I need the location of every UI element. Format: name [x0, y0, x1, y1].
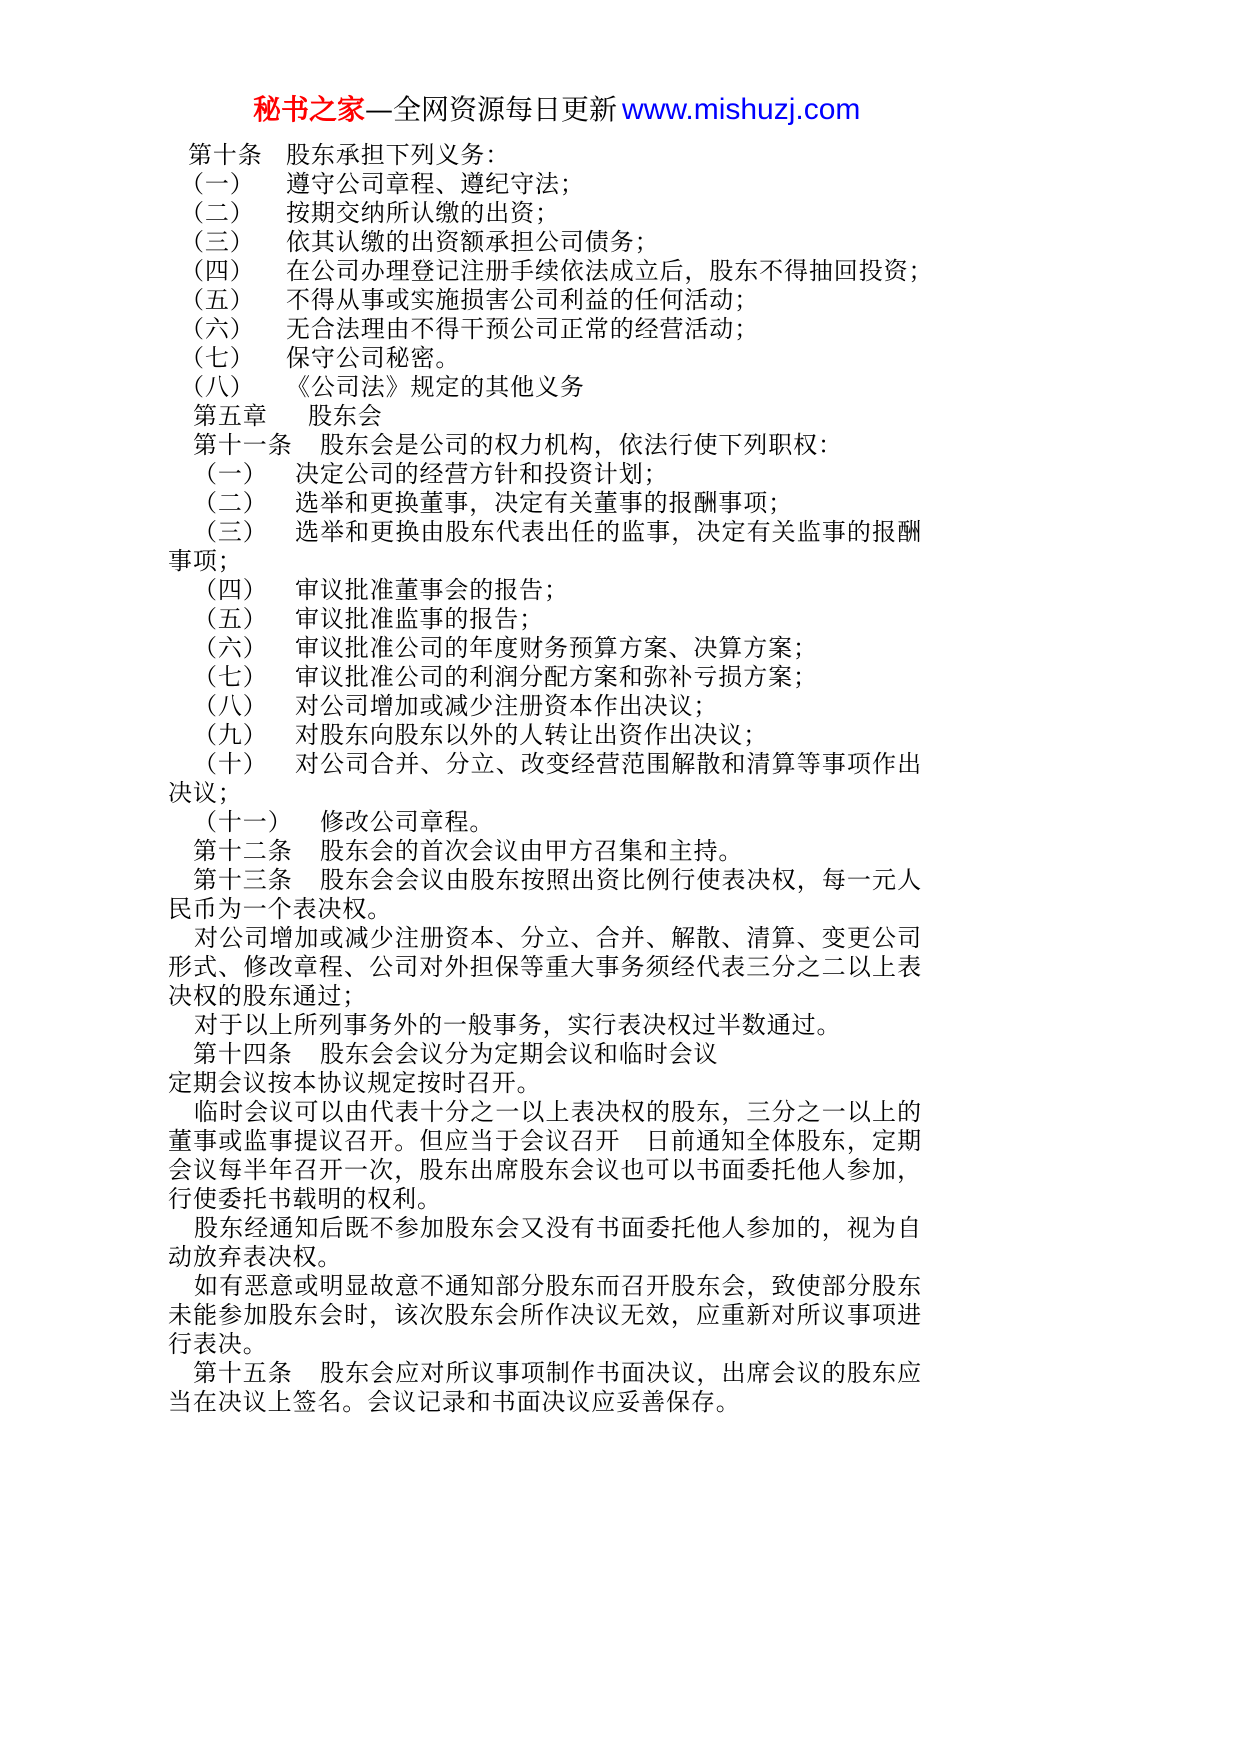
list-item: [168, 489, 922, 518]
chapter-5: [168, 402, 922, 431]
article-heading-line: [168, 866, 922, 895]
article-heading-line: [168, 837, 922, 866]
item-text: 保守公司秘密。: [286, 344, 461, 372]
paragraph-text: 定期会议按本协议规定按时召开。: [168, 1069, 542, 1097]
article-heading-line: [168, 141, 922, 170]
article-heading-line: [168, 431, 922, 460]
article-heading-line: [168, 1040, 922, 1069]
item-number: （八）: [180, 373, 255, 401]
paragraph-line: [168, 1388, 922, 1417]
article-15: [168, 1359, 922, 1417]
item-text: 在公司办理登记注册手续依法成立后，股东不得抽回投资；: [286, 257, 934, 285]
article-text: 股东会的首次会议由甲方召集和主持。: [320, 837, 744, 865]
item-text: 修改公司章程。: [320, 808, 495, 836]
chapter-title: 股东会: [308, 402, 383, 430]
item-text: 决定公司的经营方针和投资计划；: [295, 460, 669, 488]
item-continuation-line: [168, 547, 922, 576]
list-item: [168, 750, 922, 779]
article-label: 第十五条: [193, 1359, 293, 1387]
paragraph-line: [168, 1330, 922, 1359]
paragraph-text: 如有恶意或明显故意不通知部分股东而召开股东会，致使部分股东: [194, 1272, 922, 1300]
list-item: [168, 199, 922, 228]
list-item: [168, 460, 922, 489]
paragraph-line: [168, 924, 922, 953]
paragraph-text: 对于以上所列事务外的一般事务，实行表决权过半数通过。: [194, 1011, 842, 1039]
article-label: 第十四条: [193, 1040, 293, 1068]
paragraph-line: [168, 953, 922, 982]
paragraph-line: [168, 1069, 922, 1098]
item-text: 审议批准监事的报告；: [295, 605, 544, 633]
paragraph-line: [168, 1011, 922, 1040]
paragraph-line: [168, 982, 922, 1011]
item-number: （三）: [180, 228, 255, 256]
list-item: [168, 170, 922, 199]
paragraph-text: 动放弃表决权。: [168, 1243, 343, 1271]
item-number: （一）: [193, 460, 268, 488]
list-item: [168, 344, 922, 373]
item-number: （四）: [193, 576, 268, 604]
article-11: [168, 431, 922, 837]
paragraph-text: 行表决。: [168, 1330, 268, 1358]
list-item: [168, 373, 922, 402]
item-text: 审议批准董事会的报告；: [295, 576, 569, 604]
paragraph-line: [168, 1156, 922, 1185]
paragraph-text: 会议每半年召开一次，股东出席股东会议也可以书面委托他人参加，: [168, 1156, 922, 1184]
article-text: 股东会会议分为定期会议和临时会议: [320, 1040, 719, 1068]
list-item: [168, 605, 922, 634]
item-text: 选举和更换董事，决定有关董事的报酬事项；: [295, 489, 793, 517]
item-text: 遵守公司章程、遵纪守法；: [286, 170, 585, 198]
list-item: [168, 663, 922, 692]
paragraph-text: 未能参加股东会时，该次股东会所作决议无效，应重新对所议事项进: [168, 1301, 922, 1329]
paragraph-line: [168, 1185, 922, 1214]
item-text: 《公司法》规定的其他义务: [286, 373, 585, 401]
paragraph-line: [168, 1243, 922, 1272]
item-number: （二）: [180, 199, 255, 227]
document-body: [168, 141, 934, 1417]
item-number: （七）: [193, 663, 268, 691]
paragraph-line: [168, 1098, 922, 1127]
chapter-heading: [168, 402, 922, 431]
item-text: 按期交纳所认缴的出资；: [286, 199, 560, 227]
chapter-label: 第五章: [193, 402, 268, 430]
item-text: 事项；: [168, 547, 243, 575]
list-item: [168, 518, 922, 547]
article-13: [168, 866, 922, 1040]
item-number: （五）: [193, 605, 268, 633]
article-label: 第十三条: [193, 866, 293, 894]
item-text: 不得从事或实施损害公司利益的任何活动；: [286, 286, 760, 314]
item-text: 审议批准公司的年度财务预算方案、决算方案；: [295, 634, 818, 662]
list-item: [168, 228, 922, 257]
item-text: 对公司增加或减少注册资本作出决议；: [295, 692, 719, 720]
article-12: [168, 837, 922, 866]
article-14: [168, 1040, 922, 1359]
paragraph-line: [168, 1272, 922, 1301]
item-number: （六）: [193, 634, 268, 662]
site-url-link[interactable]: www.mishuzj.com: [622, 93, 861, 126]
paragraph-text: 形式、修改章程、公司对外担保等重大事务须经代表三分之二以上表: [168, 953, 922, 981]
paragraph-text: 董事或监事提议召开。但应当于会议召开 日前通知全体股东，定期: [168, 1127, 922, 1155]
item-text: 决议；: [168, 779, 243, 807]
site-header: [253, 92, 860, 128]
item-number: （九）: [193, 721, 268, 749]
header-tagline: —全网资源每日更新: [365, 93, 618, 126]
article-text: 当在决议上签名。会议记录和书面决议应妥善保存。: [168, 1388, 741, 1416]
article-text: 股东会应对所议事项制作书面决议，出席会议的股东应: [320, 1359, 922, 1387]
item-number: （十一）: [193, 808, 293, 836]
list-item: [168, 692, 922, 721]
item-text: 选举和更换由股东代表出任的监事，决定有关监事的报酬: [295, 518, 922, 546]
paragraph-text: 行使委托书载明的权利。: [168, 1185, 442, 1213]
article-heading-line: [168, 1359, 922, 1388]
article-text: 股东会会议由股东按照出资比例行使表决权，每一元人: [320, 866, 922, 894]
item-number: （二）: [193, 489, 268, 517]
item-text: 无合法理由不得干预公司正常的经营活动；: [286, 315, 760, 343]
list-item: [168, 576, 922, 605]
article-text: 民币为一个表决权。: [168, 895, 393, 923]
list-item: [168, 257, 934, 286]
list-item: [168, 286, 922, 315]
paragraph-line: [168, 1301, 922, 1330]
list-item: [168, 721, 922, 750]
paragraph-text: 决权的股东通过；: [168, 982, 368, 1010]
paragraph-text: 临时会议可以由代表十分之一以上表决权的股东，三分之一以上的: [194, 1098, 922, 1126]
item-number: （六）: [180, 315, 255, 343]
article-label: 第十一条: [193, 431, 293, 459]
paragraph-line: [168, 1127, 922, 1156]
list-item: [168, 634, 922, 663]
article-10: [168, 141, 934, 402]
item-continuation-line: [168, 779, 922, 808]
item-text: 依其认缴的出资额承担公司债务；: [286, 228, 660, 256]
article-heading-text: 股东承担下列义务：: [286, 141, 511, 169]
item-text: 审议批准公司的利润分配方案和弥补亏损方案；: [295, 663, 818, 691]
item-number: （十）: [193, 750, 268, 778]
item-number: （一）: [180, 170, 255, 198]
paragraph-text: 股东经通知后既不参加股东会又没有书面委托他人参加的，视为自: [194, 1214, 922, 1242]
article-heading-text: 股东会是公司的权力机构，依法行使下列职权：: [320, 431, 843, 459]
item-text: 对公司合并、分立、改变经营范围解散和清算等事项作出: [295, 750, 922, 778]
paragraph-line: [168, 895, 922, 924]
paragraph-text: 对公司增加或减少注册资本、分立、合并、解散、清算、变更公司: [194, 924, 922, 952]
item-number: （八）: [193, 692, 268, 720]
item-text: 对股东向股东以外的人转让出资作出决议；: [295, 721, 769, 749]
paragraph-line: [168, 1214, 922, 1243]
list-item: [168, 315, 922, 344]
list-item: [168, 808, 922, 837]
article-label: 第十二条: [193, 837, 293, 865]
item-number: （五）: [180, 286, 255, 314]
item-number: （三）: [193, 518, 268, 546]
brand-name: 秘书之家: [253, 93, 366, 126]
article-label: 第十条: [188, 141, 263, 169]
item-number: （四）: [180, 257, 255, 285]
item-number: （七）: [180, 344, 255, 372]
